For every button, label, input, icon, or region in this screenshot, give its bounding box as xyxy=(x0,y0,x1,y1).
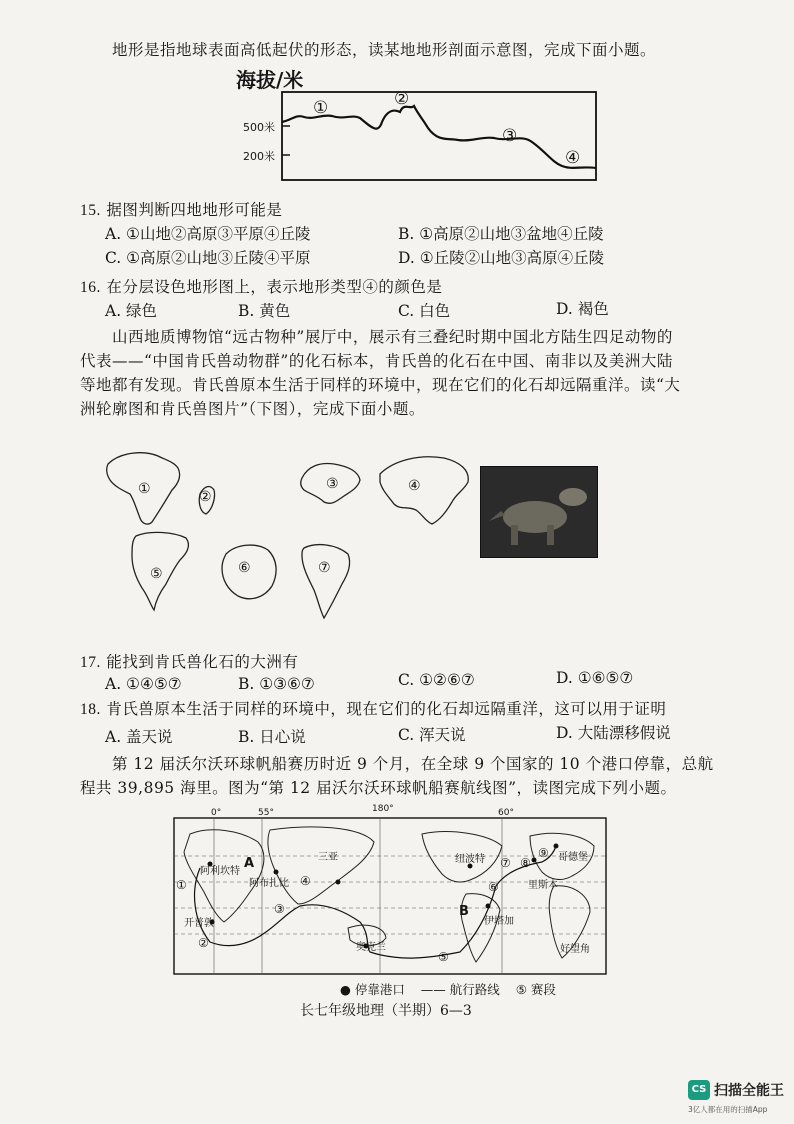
cs-badge-icon: CS xyxy=(688,1080,710,1100)
profile-mark-4: ④ xyxy=(565,148,581,168)
kannemeyeria-photo xyxy=(480,466,598,558)
port-itajai: 伊塔加 xyxy=(484,916,514,927)
q18-text: 肯氏兽原本生活于同样的环境中，现在它们的化石却远隔重洋，这可以用于证明 xyxy=(106,700,667,718)
q16-text: 在分层设色地形图上，表示地形类型④的颜色是 xyxy=(106,278,443,296)
q15-option-a: A. ①山地②高原③平原④丘陵 xyxy=(105,225,311,243)
continent-mark-3: ③ xyxy=(326,476,339,492)
passage3-line-2: 程共 39,895 海里。图为“第 12 届沃尔沃环球帆船赛航线图”，读图完成下列小题。 xyxy=(80,779,677,797)
q18-number: 18. xyxy=(80,701,101,718)
segment-7: ⑦ xyxy=(500,856,511,870)
port-auckland: 奥克兰 xyxy=(356,942,386,953)
port-gothenburg: 哥德堡 xyxy=(558,852,588,863)
q16-option-a: A. 绿色 xyxy=(105,302,158,320)
map-legend xyxy=(340,980,556,998)
legend-segment: ⑤ 赛段 xyxy=(515,982,556,997)
continent-mark-2: ② xyxy=(199,489,212,505)
logo-name: 扫描全能王 xyxy=(714,1083,784,1099)
port-lisbon: 里斯本 xyxy=(528,880,558,891)
q17-stem xyxy=(80,650,298,672)
continent-mark-6: ⑥ xyxy=(238,560,251,576)
continent-mark-4: ④ xyxy=(408,478,421,494)
map-lon-0: 0° xyxy=(211,808,222,818)
q15-text: 据图判断四地地形可能是 xyxy=(106,201,283,219)
camscanner-logo xyxy=(688,1078,786,1120)
port-abu-dhabi: 阿布扎比 xyxy=(249,878,289,889)
q15-stem xyxy=(80,198,282,220)
port-newport: 纽波特 xyxy=(455,854,485,865)
passage2-line-3: 等地都有发现。肯氏兽原本生活于同样的环境中，现在它们的化石却远隔重洋。读“大 xyxy=(80,376,681,394)
q16-option-d: D. 褐色 xyxy=(556,300,609,318)
map-lon-55: 55° xyxy=(258,808,274,818)
q17-option-a: A. ①④⑤⑦ xyxy=(105,675,182,693)
q17-number: 17. xyxy=(80,654,101,671)
intro-text: 地形是指地球表面高低起伏的形态，读某地地形剖面示意图，完成下面小题。 xyxy=(112,41,657,59)
q17-option-d: D. ①⑥⑤⑦ xyxy=(556,669,634,687)
segment-6: ⑥ xyxy=(488,880,499,894)
q16-option-c: C. 白色 xyxy=(398,302,451,320)
profile-tick-500-label: 500米 xyxy=(243,121,275,134)
q15-option-d: D. ①丘陵②山地③高原④丘陵 xyxy=(398,249,605,267)
q18-option-a: A. 盖天说 xyxy=(105,728,173,746)
q15-option-c: C. ①高原②山地③丘陵④平原 xyxy=(105,249,311,267)
port-sanya: 三亚 xyxy=(318,852,338,863)
terrain-curve xyxy=(282,106,596,168)
q18-option-b: B. 日心说 xyxy=(238,728,306,746)
port-cape-of-good-hope: 好望角 xyxy=(560,944,590,955)
segment-2: ② xyxy=(198,936,209,950)
profile-mark-1: ① xyxy=(313,98,329,118)
logo-subtitle: 3亿人都在用的扫描App xyxy=(688,1105,768,1114)
profile-ylabel: 海拔/米 xyxy=(236,68,304,92)
kannemeyeria-figure xyxy=(481,467,597,557)
port-cape-town: 开普敦 xyxy=(184,918,214,929)
q15-number: 15. xyxy=(80,202,101,219)
q18-option-c: C. 浑天说 xyxy=(398,726,466,744)
profile-mark-2: ② xyxy=(394,89,410,109)
profile-tick-200-label: 200米 xyxy=(243,150,275,163)
segment-1: ① xyxy=(176,878,187,892)
legend-port: ● 停靠港口 xyxy=(340,982,405,997)
q15-option-b: B. ①高原②山地③盆地④丘陵 xyxy=(398,225,604,243)
volvo-route-map xyxy=(170,812,610,988)
continent-4-outline xyxy=(374,450,474,532)
q17-option-b: B. ①③⑥⑦ xyxy=(238,675,315,693)
map-lon-60: 60° xyxy=(498,808,514,818)
legend-route: —— 航行路线 xyxy=(420,982,500,997)
profile-frame xyxy=(282,92,596,180)
q16-number: 16. xyxy=(80,279,101,296)
segment-5: ⑤ xyxy=(438,950,449,964)
q18-option-d: D. 大陆漂移假说 xyxy=(556,724,671,742)
passage3-line-1: 第 12 届沃尔沃环球帆船赛历时近 9 个月，在全球 9 个国家的 10 个港口停靠，总航 xyxy=(112,755,714,773)
port-alicante: 阿利坎特 xyxy=(200,866,240,877)
map-letter-a: A xyxy=(244,856,255,871)
q17-option-c: C. ①②⑥⑦ xyxy=(398,671,475,689)
q16-option-b: B. 黄色 xyxy=(238,302,291,320)
map-frame xyxy=(174,818,606,974)
continent-mark-5: ⑤ xyxy=(150,566,163,582)
segment-9: ⑨ xyxy=(538,846,549,860)
passage2-line-1: 山西地质博物馆“远古物种”展厅中，展示有三叠纪时期中国北方陆生四足动物的 xyxy=(112,328,673,346)
continent-7-outline xyxy=(296,538,356,622)
segment-8: ⑧ xyxy=(520,856,531,870)
profile-mark-3: ③ xyxy=(502,126,518,146)
map-lon-180: 180° xyxy=(372,804,394,814)
page-footer: 长七年级地理（半期）6—3 xyxy=(300,1003,472,1019)
q18-stem xyxy=(80,697,666,719)
q17-text: 能找到肯氏兽化石的大洲有 xyxy=(106,653,299,671)
segment-3: ③ xyxy=(274,902,285,916)
continent-1-2-outline xyxy=(100,450,240,528)
passage2-line-4: 洲轮廓图和肯氏兽图片”（下图），完成下面小题。 xyxy=(80,400,425,418)
continent-mark-1: ① xyxy=(138,481,151,497)
passage2-line-2: 代表——“中国肯氏兽动物群”的化石标本，肯氏兽的化石在中国、南非以及美洲大陆 xyxy=(80,352,673,370)
map-letter-b: B xyxy=(459,904,469,919)
q16-stem xyxy=(80,275,442,297)
segment-4: ④ xyxy=(300,874,311,888)
continent-mark-7: ⑦ xyxy=(318,560,331,576)
